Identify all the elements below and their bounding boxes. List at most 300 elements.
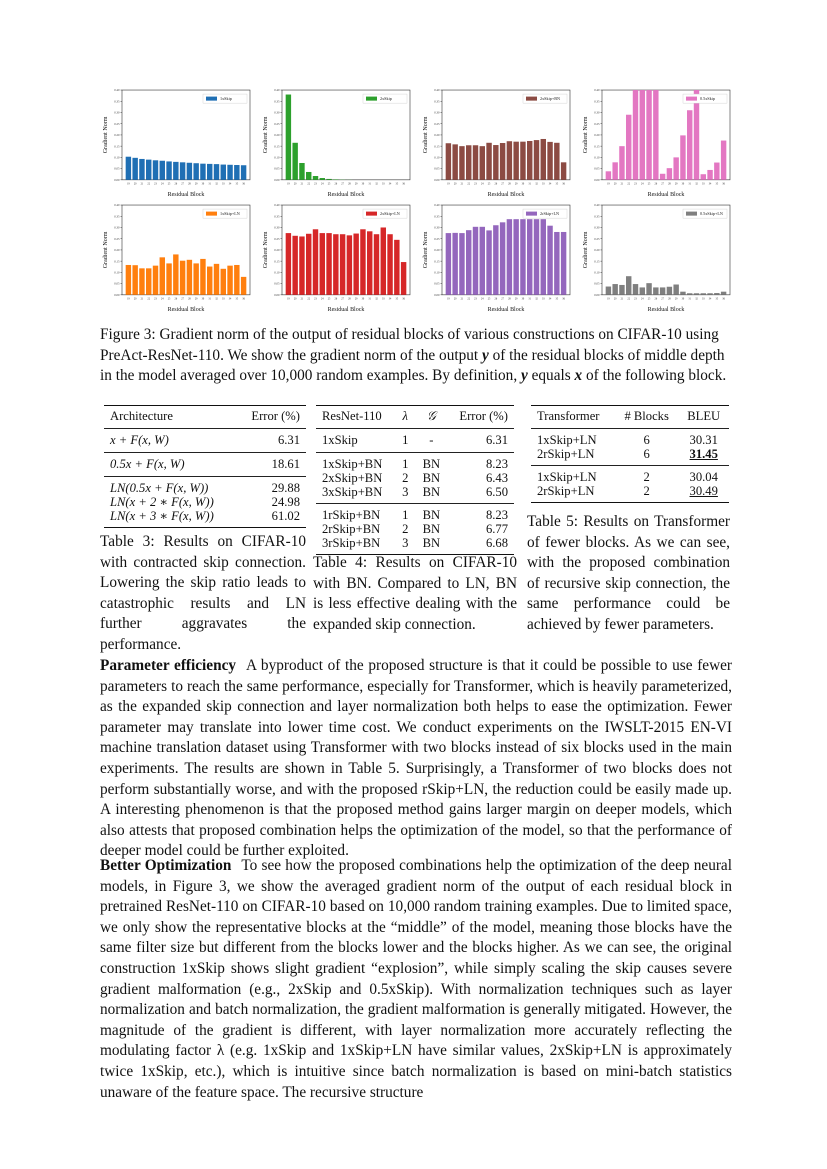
- table3-cell: x + F(x, W): [104, 429, 237, 453]
- svg-text:21: 21: [140, 182, 144, 186]
- svg-text:35: 35: [395, 297, 399, 301]
- paragraph-heading: Parameter efficiency: [100, 657, 237, 674]
- svg-text:36: 36: [402, 182, 405, 186]
- table5-cell: 6: [615, 447, 679, 466]
- table4-cell: 8.23: [485, 457, 508, 471]
- svg-text:23: 23: [314, 182, 317, 186]
- svg-text:19: 19: [447, 297, 450, 301]
- svg-text:0.30: 0.30: [434, 225, 440, 230]
- bar-chart: [578, 86, 734, 199]
- svg-text:0.05: 0.05: [114, 166, 120, 171]
- table4-caption: Table 4: Results on CIFAR-10 with BN. Compared to LN, BN is less effective dealing with the expanded skip connection.: [313, 554, 517, 633]
- svg-text:35: 35: [555, 182, 559, 186]
- svg-text:34: 34: [228, 182, 232, 186]
- svg-text:34: 34: [548, 182, 552, 186]
- svg-text:25: 25: [327, 297, 331, 301]
- svg-text:34: 34: [388, 182, 392, 186]
- svg-text:Residual Block: Residual Block: [167, 306, 205, 313]
- svg-text:0.15: 0.15: [434, 259, 440, 264]
- svg-text:Residual Block: Residual Block: [487, 306, 525, 313]
- svg-text:0.25: 0.25: [434, 121, 440, 126]
- svg-text:0.40: 0.40: [274, 88, 280, 93]
- bar-chart: [418, 201, 574, 314]
- table4-cell: BN: [422, 508, 441, 522]
- svg-text:35: 35: [715, 297, 719, 301]
- svg-text:0.00: 0.00: [114, 177, 120, 182]
- svg-text:27: 27: [501, 182, 504, 186]
- svg-text:19: 19: [447, 182, 450, 186]
- svg-text:32: 32: [215, 182, 218, 186]
- svg-text:27: 27: [661, 297, 664, 301]
- svg-text:28: 28: [508, 182, 511, 186]
- table3-cell: 6.31: [237, 429, 306, 453]
- svg-text:26: 26: [494, 182, 498, 186]
- svg-text:29: 29: [354, 297, 358, 301]
- svg-text:24: 24: [320, 297, 324, 301]
- svg-text:0.25: 0.25: [274, 121, 280, 126]
- table5-header-transformer: Transformer: [531, 406, 615, 429]
- svg-text:36: 36: [722, 182, 725, 186]
- svg-text:0.15: 0.15: [594, 259, 600, 264]
- svg-text:30: 30: [521, 297, 525, 301]
- svg-text:0.05: 0.05: [274, 166, 280, 171]
- svg-text:20: 20: [293, 182, 297, 186]
- svg-text:24: 24: [640, 297, 644, 301]
- svg-text:31: 31: [528, 297, 532, 301]
- svg-text:0.15: 0.15: [594, 144, 600, 149]
- svg-text:21: 21: [460, 182, 464, 186]
- svg-text:23: 23: [634, 182, 637, 186]
- svg-text:31: 31: [528, 182, 532, 186]
- svg-text:Residual Block: Residual Block: [647, 191, 685, 198]
- svg-text:0.05: 0.05: [434, 166, 440, 171]
- svg-text:0.00: 0.00: [594, 292, 600, 297]
- svg-text:20: 20: [453, 182, 457, 186]
- svg-text:19: 19: [127, 297, 130, 301]
- svg-text:35: 35: [555, 297, 559, 301]
- svg-text:19: 19: [287, 182, 290, 186]
- table3-cell: 18.61: [237, 453, 306, 477]
- svg-text:0.25: 0.25: [594, 236, 600, 241]
- svg-text:32: 32: [695, 182, 698, 186]
- svg-text:0.20: 0.20: [274, 133, 280, 138]
- svg-text:33: 33: [541, 182, 545, 186]
- svg-text:30: 30: [201, 182, 205, 186]
- svg-text:0.00: 0.00: [594, 177, 600, 182]
- svg-text:Gradient Norm: Gradient Norm: [103, 231, 109, 269]
- svg-text:34: 34: [708, 182, 712, 186]
- table4-cell: 8.23: [485, 508, 508, 522]
- svg-text:0.30: 0.30: [594, 225, 600, 230]
- svg-text:0.10: 0.10: [594, 155, 600, 160]
- table4-cell: 6.77: [485, 522, 508, 536]
- svg-text:0.25: 0.25: [594, 121, 600, 126]
- svg-text:36: 36: [722, 297, 725, 301]
- table3-header-architecture: Architecture: [104, 406, 237, 429]
- table4-cell: 2: [402, 471, 409, 485]
- svg-text:26: 26: [494, 297, 498, 301]
- svg-text:0.40: 0.40: [594, 88, 600, 93]
- table5-caption: Table 5: Results on Transformer of fewer blocks. As we can see, with the proposed combination of recursive skip connection, the same performance could be achieved by fewer parameters.: [527, 513, 730, 633]
- svg-text:Gradient Norm: Gradient Norm: [263, 231, 269, 269]
- svg-text:0.35: 0.35: [594, 214, 600, 219]
- svg-text:36: 36: [242, 182, 245, 186]
- svg-text:0.25: 0.25: [114, 236, 120, 241]
- table4-cell: -: [415, 429, 447, 453]
- svg-text:32: 32: [695, 297, 698, 301]
- svg-text:33: 33: [221, 297, 225, 301]
- svg-text:0.10: 0.10: [274, 155, 280, 160]
- svg-text:2xSkip+BN: 2xSkip+BN: [540, 96, 561, 102]
- plot-0.5xskip: [578, 86, 734, 199]
- svg-text:32: 32: [535, 182, 538, 186]
- svg-text:0.30: 0.30: [274, 225, 280, 230]
- svg-text:1xSkip: 1xSkip: [220, 96, 232, 102]
- table5-cell: 2rSkip+LN: [531, 447, 615, 466]
- svg-text:36: 36: [562, 182, 565, 186]
- svg-text:31: 31: [208, 182, 212, 186]
- svg-text:25: 25: [167, 182, 171, 186]
- svg-text:29: 29: [514, 182, 518, 186]
- svg-text:0.20: 0.20: [594, 133, 600, 138]
- plot-2rskip-ln: [418, 201, 574, 314]
- svg-text:30: 30: [681, 182, 685, 186]
- table5-header-bleu: BLEU: [678, 406, 729, 429]
- svg-text:30: 30: [361, 297, 365, 301]
- figure-caption: Figure 3: Gradient norm of the output of residual blocks of various constructions on CIFAR-10 using PreAct-ResNet-110. We show the gradient norm of the output y of the residual blocks of middle depth in the model averaged over 10,000 random examples. By definition, y equals x of the following block.: [100, 326, 727, 384]
- svg-text:29: 29: [514, 297, 518, 301]
- svg-text:22: 22: [467, 297, 471, 301]
- svg-text:0.40: 0.40: [434, 203, 440, 208]
- svg-text:0.30: 0.30: [114, 110, 120, 115]
- table4-cell: 6.68: [485, 536, 508, 550]
- svg-text:34: 34: [228, 297, 232, 301]
- table4-cell: 3xSkip+BN: [316, 485, 395, 504]
- svg-text:20: 20: [133, 297, 137, 301]
- svg-text:0.15: 0.15: [114, 144, 120, 149]
- svg-text:31: 31: [368, 297, 372, 301]
- table4-header-lambda: λ: [395, 406, 415, 429]
- svg-text:0.35: 0.35: [434, 99, 440, 104]
- svg-text:32: 32: [535, 297, 538, 301]
- svg-text:2xSkip: 2xSkip: [380, 96, 392, 102]
- bar-chart: [98, 201, 254, 314]
- svg-text:28: 28: [188, 182, 191, 186]
- svg-text:0.35: 0.35: [274, 99, 280, 104]
- svg-text:24: 24: [640, 182, 644, 186]
- svg-text:2xSkip+LN: 2xSkip+LN: [380, 211, 400, 217]
- svg-text:Residual Block: Residual Block: [167, 191, 205, 198]
- svg-text:0.05: 0.05: [434, 281, 440, 286]
- table4-cell: BN: [422, 471, 441, 485]
- svg-text:24: 24: [320, 182, 324, 186]
- svg-text:21: 21: [300, 182, 304, 186]
- svg-text:29: 29: [194, 297, 198, 301]
- svg-text:29: 29: [194, 182, 198, 186]
- table3-caption: Table 3: Results on CIFAR-10 with contracted skip connection. Lowering the skip ratio leads to catastrophic results and LN further aggravates the performance.: [100, 533, 306, 653]
- svg-text:19: 19: [127, 182, 130, 186]
- svg-text:0.40: 0.40: [274, 203, 280, 208]
- plot-0.5xskip-ln: [578, 201, 734, 314]
- svg-text:21: 21: [620, 182, 624, 186]
- svg-text:0.10: 0.10: [114, 270, 120, 275]
- table-5: [531, 405, 729, 503]
- svg-text:33: 33: [381, 182, 385, 186]
- svg-text:20: 20: [613, 182, 617, 186]
- svg-text:22: 22: [467, 182, 471, 186]
- svg-text:0.10: 0.10: [434, 155, 440, 160]
- svg-text:0.35: 0.35: [114, 214, 120, 219]
- svg-text:24: 24: [160, 297, 164, 301]
- table4-cell: 1xSkip+BN: [322, 457, 383, 471]
- svg-text:0.20: 0.20: [594, 248, 600, 253]
- table4-cell: BN: [422, 457, 441, 471]
- table-4: [316, 405, 514, 555]
- svg-text:0.00: 0.00: [274, 292, 280, 297]
- svg-text:0.00: 0.00: [434, 177, 440, 182]
- svg-text:0.40: 0.40: [114, 203, 120, 208]
- svg-text:Gradient Norm: Gradient Norm: [583, 231, 589, 269]
- svg-text:0.35: 0.35: [274, 214, 280, 219]
- svg-text:23: 23: [474, 182, 477, 186]
- table4-cell: 1: [395, 429, 415, 453]
- svg-text:36: 36: [402, 297, 405, 301]
- table4-cell: 3rSkip+BN: [322, 536, 381, 550]
- svg-text:21: 21: [300, 297, 304, 301]
- table4-cell: 6.31: [448, 429, 514, 453]
- svg-text:Gradient Norm: Gradient Norm: [423, 231, 429, 269]
- svg-text:26: 26: [174, 297, 178, 301]
- svg-text:24: 24: [160, 182, 164, 186]
- table4-cell: BN: [422, 536, 441, 550]
- svg-text:0.40: 0.40: [434, 88, 440, 93]
- plot-2xskip-ln: [258, 201, 414, 314]
- svg-text:26: 26: [174, 182, 178, 186]
- table3-cell: 0.5x + F(x, W): [104, 453, 237, 477]
- svg-text:1xSkip+LN: 1xSkip+LN: [220, 211, 240, 217]
- svg-text:Residual Block: Residual Block: [327, 306, 365, 313]
- table4-cell: 2rSkip+BN: [322, 522, 381, 536]
- svg-text:28: 28: [508, 297, 511, 301]
- table5-cell: 1xSkip+LN: [537, 470, 597, 484]
- svg-text:30: 30: [521, 182, 525, 186]
- svg-text:30: 30: [681, 297, 685, 301]
- plot-1xskip: [98, 86, 254, 199]
- plot-1xskip-ln: [98, 201, 254, 314]
- svg-text:31: 31: [688, 182, 692, 186]
- table4-header-g: 𝒢: [415, 406, 447, 429]
- svg-text:0.30: 0.30: [274, 110, 280, 115]
- svg-text:25: 25: [647, 182, 651, 186]
- table3-cell: LN(x + 3 ∗ F(x, W)): [110, 509, 214, 523]
- table5-cell: 6: [643, 433, 650, 447]
- svg-text:0.40: 0.40: [594, 203, 600, 208]
- svg-text:24: 24: [480, 182, 484, 186]
- table5-cell-best: 31.45: [689, 447, 718, 461]
- svg-text:32: 32: [375, 182, 378, 186]
- svg-text:20: 20: [133, 182, 137, 186]
- svg-text:31: 31: [688, 297, 692, 301]
- bar-chart: [418, 86, 574, 199]
- table3-cell: 61.02: [271, 509, 300, 523]
- table3-cell: 24.98: [271, 495, 300, 509]
- svg-text:27: 27: [341, 297, 344, 301]
- svg-text:0.00: 0.00: [274, 177, 280, 182]
- table4-cell: 2: [402, 522, 409, 536]
- svg-text:33: 33: [701, 182, 705, 186]
- table5-cell: 30.04: [689, 470, 718, 484]
- svg-text:22: 22: [307, 297, 311, 301]
- table4-cell: BN: [415, 485, 447, 504]
- table5-cell: 2: [643, 484, 650, 498]
- svg-text:33: 33: [541, 297, 545, 301]
- paragraph-heading: Better Optimization: [100, 857, 232, 874]
- table-3: [104, 405, 306, 528]
- table4-cell: 1: [402, 457, 409, 471]
- table4-header-model: ResNet-110: [316, 406, 395, 429]
- table3-cell: 29.88: [271, 481, 300, 495]
- figure-caption-label: Figure 3:: [100, 326, 156, 343]
- svg-text:19: 19: [607, 297, 610, 301]
- plot-2xskip-bn: [418, 86, 574, 199]
- table4-cell: 3: [402, 536, 409, 550]
- svg-text:34: 34: [388, 297, 392, 301]
- svg-text:27: 27: [181, 182, 184, 186]
- svg-text:Gradient Norm: Gradient Norm: [103, 116, 109, 154]
- svg-text:0.15: 0.15: [274, 144, 280, 149]
- table5-cell: 1xSkip+LN: [537, 433, 597, 447]
- svg-text:23: 23: [314, 297, 317, 301]
- svg-text:23: 23: [634, 297, 637, 301]
- svg-text:25: 25: [487, 297, 491, 301]
- svg-text:Residual Block: Residual Block: [487, 191, 525, 198]
- svg-text:35: 35: [235, 182, 239, 186]
- svg-text:23: 23: [154, 297, 157, 301]
- svg-text:34: 34: [708, 297, 712, 301]
- svg-text:20: 20: [293, 297, 297, 301]
- svg-text:23: 23: [474, 297, 477, 301]
- svg-text:33: 33: [381, 297, 385, 301]
- svg-text:0.25: 0.25: [434, 236, 440, 241]
- table4-cell: BN: [422, 522, 441, 536]
- svg-text:0.5xSkip: 0.5xSkip: [700, 96, 716, 102]
- svg-text:32: 32: [375, 297, 378, 301]
- table4-header-error: Error (%): [448, 406, 514, 429]
- svg-text:0.20: 0.20: [114, 133, 120, 138]
- svg-text:0.00: 0.00: [114, 292, 120, 297]
- svg-text:27: 27: [501, 297, 504, 301]
- svg-text:25: 25: [167, 297, 171, 301]
- svg-text:27: 27: [341, 182, 344, 186]
- svg-text:27: 27: [181, 297, 184, 301]
- svg-text:28: 28: [348, 182, 351, 186]
- svg-text:22: 22: [147, 182, 151, 186]
- svg-text:25: 25: [487, 182, 491, 186]
- bar-chart: [258, 86, 414, 199]
- bar-chart: [98, 86, 254, 199]
- svg-text:0.10: 0.10: [434, 270, 440, 275]
- svg-text:19: 19: [287, 297, 290, 301]
- svg-text:0.15: 0.15: [114, 259, 120, 264]
- svg-text:30: 30: [361, 182, 365, 186]
- svg-text:31: 31: [208, 297, 212, 301]
- svg-text:30: 30: [201, 297, 205, 301]
- svg-text:24: 24: [480, 297, 484, 301]
- svg-text:2rSkip+LN: 2rSkip+LN: [540, 211, 560, 217]
- svg-text:33: 33: [221, 182, 225, 186]
- svg-text:22: 22: [627, 297, 631, 301]
- table4-cell: 2xSkip+BN: [322, 471, 383, 485]
- plot-2xskip: [258, 86, 414, 199]
- svg-text:27: 27: [661, 182, 664, 186]
- table4-cell: 6.43: [485, 471, 508, 485]
- paragraph-parameter-efficiency: Parameter efficiency A byproduct of the proposed structure is that it could be possible to use fewer parameters to reach the same performance, especially for Transformer, which is heavily parameterized, as the expanded skip connection and layer normalization both helps to ease the optimization. Fewer parameter may translate into lower time cost. We conduct experiments on the IWSLT-2015 EN-VI machine translation dataset using Transformer with two blocks instead of six blocks used in the main experiments. The results are shown in Table 5. Surprisingly, a Transformer of two blocks does not perform substantially worse, and with the proposed rSkip+LN, the reduction could be easily made up. A interesting phenomenon is that the proposed method gains larger margin on deeper models, which also attests that proposed combination helps the optimization of the model, so that the performance of deeper model could be further exploited.: [100, 657, 733, 860]
- svg-text:23: 23: [154, 182, 157, 186]
- svg-text:26: 26: [334, 297, 338, 301]
- svg-text:35: 35: [395, 182, 399, 186]
- svg-text:0.05: 0.05: [594, 166, 600, 171]
- table4-cell: 1: [402, 508, 409, 522]
- table4-cell: 1rSkip+BN: [322, 508, 381, 522]
- svg-text:29: 29: [674, 182, 678, 186]
- svg-text:33: 33: [701, 297, 705, 301]
- svg-text:0.10: 0.10: [274, 270, 280, 275]
- svg-text:0.15: 0.15: [434, 144, 440, 149]
- table5-cell: 2rSkip+LN: [537, 484, 595, 498]
- svg-text:35: 35: [715, 182, 719, 186]
- svg-text:25: 25: [327, 182, 331, 186]
- table3-cell: LN(x + 2 ∗ F(x, W)): [110, 495, 214, 509]
- svg-text:21: 21: [140, 297, 144, 301]
- svg-text:0.25: 0.25: [274, 236, 280, 241]
- table3-cell: LN(0.5x + F(x, W)): [110, 481, 209, 495]
- svg-text:22: 22: [307, 182, 311, 186]
- svg-text:20: 20: [453, 297, 457, 301]
- svg-text:0.05: 0.05: [594, 281, 600, 286]
- table4-cell: 3: [395, 485, 415, 504]
- svg-text:0.35: 0.35: [594, 99, 600, 104]
- svg-text:0.30: 0.30: [594, 110, 600, 115]
- svg-text:0.20: 0.20: [434, 248, 440, 253]
- svg-text:Residual Block: Residual Block: [647, 306, 685, 313]
- svg-text:21: 21: [460, 297, 464, 301]
- svg-text:Gradient Norm: Gradient Norm: [263, 116, 269, 154]
- svg-text:25: 25: [647, 297, 651, 301]
- svg-text:0.30: 0.30: [434, 110, 440, 115]
- svg-text:26: 26: [334, 182, 338, 186]
- svg-text:35: 35: [235, 297, 239, 301]
- svg-text:31: 31: [368, 182, 372, 186]
- svg-text:22: 22: [147, 297, 151, 301]
- svg-text:26: 26: [654, 182, 658, 186]
- table5-cell-underlined: 30.49: [689, 484, 718, 498]
- svg-text:26: 26: [654, 297, 658, 301]
- svg-text:28: 28: [668, 297, 671, 301]
- svg-text:32: 32: [215, 297, 218, 301]
- svg-text:0.20: 0.20: [114, 248, 120, 253]
- svg-text:0.15: 0.15: [274, 259, 280, 264]
- svg-text:0.35: 0.35: [114, 99, 120, 104]
- svg-text:29: 29: [354, 182, 358, 186]
- svg-text:0.20: 0.20: [274, 248, 280, 253]
- svg-text:0.25: 0.25: [114, 121, 120, 126]
- figure-3-grid: [98, 86, 734, 314]
- svg-text:Gradient Norm: Gradient Norm: [583, 116, 589, 154]
- svg-text:34: 34: [548, 297, 552, 301]
- svg-text:22: 22: [627, 182, 631, 186]
- svg-text:19: 19: [607, 182, 610, 186]
- table4-cell: 1xSkip: [316, 429, 395, 453]
